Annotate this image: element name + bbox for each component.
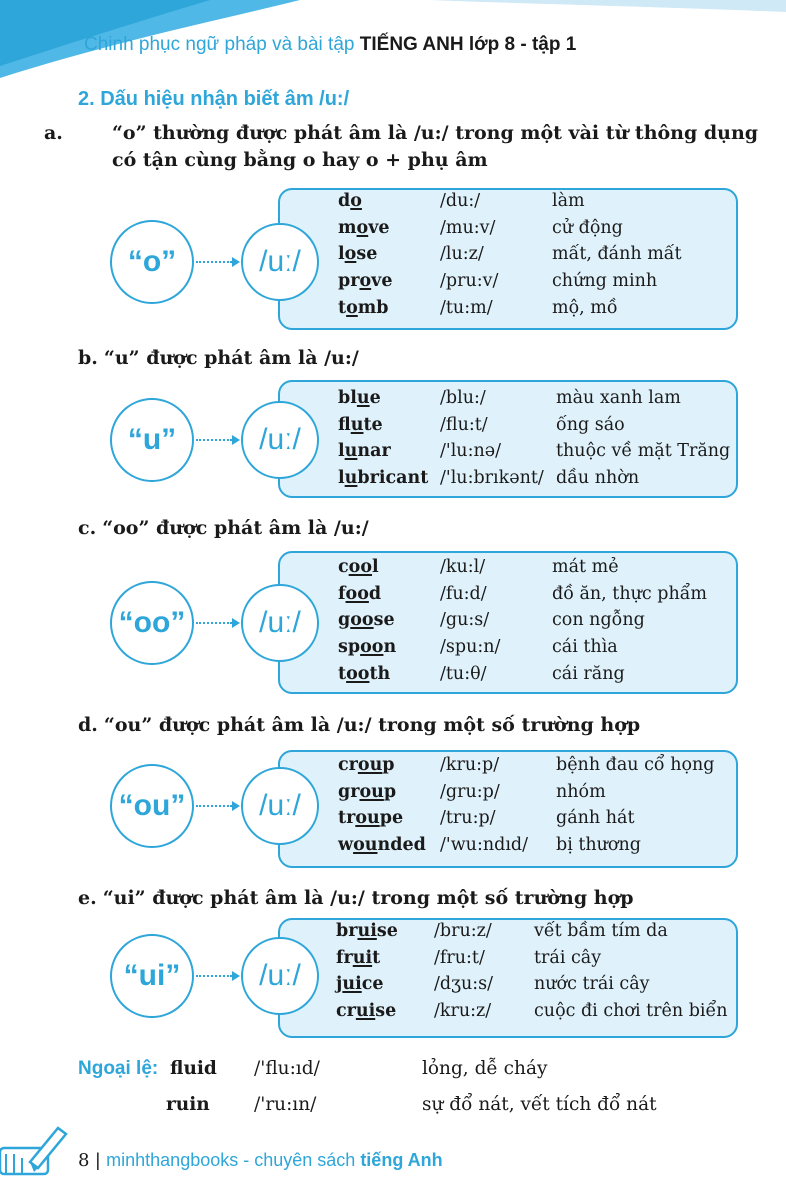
- exception-meaning: lỏng, dễ cháy: [422, 1058, 548, 1079]
- example-word: goose: [338, 610, 395, 631]
- example-word: lubricant: [338, 468, 429, 489]
- highlighted-letters: u: [356, 388, 370, 408]
- word-meaning: nước trái cây: [534, 974, 650, 995]
- word-meaning: bị thương: [556, 835, 641, 856]
- ipa-transcription: /dʒu:s/: [434, 974, 494, 995]
- word-meaning: thuộc về mặt Trăng: [556, 441, 731, 462]
- word-row: [0, 584, 786, 611]
- word-row: [0, 782, 786, 809]
- example-word: move: [338, 217, 390, 238]
- word-meaning: chứng minh: [552, 271, 658, 292]
- example-word: lunar: [338, 441, 391, 462]
- sound-circle: /uː/: [241, 223, 319, 301]
- ipa-transcription: /'wu:ndıd/: [440, 835, 529, 856]
- sound-circle: /uː/: [241, 584, 319, 662]
- word-meaning: mộ, mồ: [552, 297, 618, 318]
- sound-circle: /uː/: [241, 767, 319, 845]
- example-word: croup: [338, 755, 395, 775]
- example-word: prove: [338, 271, 393, 292]
- word-row: [0, 835, 786, 862]
- exception-word: fluid: [170, 1058, 217, 1079]
- example-word: juice: [336, 974, 384, 995]
- rule-marker: a.: [44, 122, 63, 144]
- spelling-circle: “ui”: [110, 934, 194, 1018]
- word-meaning: dầu nhờn: [556, 468, 640, 489]
- rule-marker: e.: [78, 887, 97, 909]
- ipa-transcription: /gu:s/: [440, 610, 490, 631]
- example-word: group: [338, 781, 397, 802]
- rule-c: [78, 515, 778, 542]
- word-meaning: cái răng: [552, 663, 625, 684]
- highlighted-letters: oo: [345, 583, 369, 604]
- ipa-transcription: /flu:t/: [440, 414, 488, 435]
- word-row: [0, 244, 786, 271]
- example-word: do: [338, 191, 362, 211]
- word-row: [0, 1001, 786, 1028]
- footer-brand-bold: tiếng Anh: [360, 1150, 443, 1170]
- spelling-circle: “ou”: [110, 764, 194, 848]
- example-word: tomb: [338, 297, 389, 318]
- book-title: Chinh phục ngữ pháp và bài tập TIẾNG ANH lớp 8 - tập 1: [84, 34, 577, 55]
- word-meaning: mất, đánh mất: [552, 244, 682, 265]
- word-meaning: làm: [552, 191, 585, 211]
- word-row: [0, 664, 786, 691]
- ipa-transcription: /kru:z/: [434, 1001, 492, 1022]
- rule-text: “o” thường được phát âm là /u:/ trong một vài từ thông dụng có tận cùng bằng o hay o + phụ âm: [112, 122, 759, 171]
- word-meaning: cuộc đi chơi trên biển: [534, 1001, 728, 1022]
- word-row: [0, 468, 786, 495]
- highlighted-letters: u: [344, 441, 358, 462]
- rule-a: [44, 120, 778, 174]
- highlighted-letters: oo: [346, 663, 370, 684]
- word-meaning: cái thìa: [552, 637, 618, 658]
- example-word: lose: [338, 244, 378, 265]
- ipa-transcription: /fu:d/: [440, 583, 487, 604]
- example-word: bruise: [336, 921, 398, 941]
- footer: 8 | minhthangbooks - chuyên sách tiếng Anh: [78, 1150, 443, 1171]
- spelling-circle: “oo”: [110, 581, 194, 665]
- footer-brand: minhthangbooks - chuyên sách: [106, 1150, 356, 1170]
- word-meaning: nhóm: [556, 781, 606, 802]
- spelling-circle: “o”: [110, 220, 194, 304]
- word-meaning: gánh hát: [556, 808, 635, 829]
- highlighted-letters: ou: [357, 755, 383, 775]
- word-row: [0, 218, 786, 245]
- word-row: [0, 441, 786, 468]
- example-word: cruise: [336, 1001, 397, 1022]
- word-meaning: ống sáo: [556, 414, 625, 435]
- section-heading: 2. Dấu hiệu nhận biết âm /u:/: [78, 88, 350, 110]
- word-meaning: đồ ăn, thực phẩm: [552, 583, 708, 604]
- ipa-transcription: /lu:z/: [440, 244, 484, 265]
- ipa-transcription: /bru:z/: [434, 921, 492, 941]
- highlighted-letters: ou: [355, 808, 380, 829]
- highlighted-letters: ui: [342, 974, 362, 995]
- ipa-transcription: /tru:p/: [440, 808, 496, 829]
- example-word: fruit: [336, 947, 381, 968]
- highlighted-letters: u: [344, 468, 358, 489]
- word-row: [0, 755, 786, 782]
- word-row: [0, 808, 786, 835]
- word-row: [0, 974, 786, 1001]
- pen-writing-icon: [0, 1118, 70, 1182]
- page-number: 8: [78, 1150, 90, 1171]
- highlighted-letters: oo: [348, 557, 373, 577]
- spelling-circle: “u”: [110, 398, 194, 482]
- word-row: [0, 388, 786, 415]
- word-row: [0, 610, 786, 637]
- word-meaning: vết bầm tím da: [534, 921, 668, 941]
- rule-marker: b.: [78, 347, 98, 369]
- ipa-transcription: /blu:/: [440, 388, 486, 408]
- word-row: [0, 921, 786, 948]
- highlighted-letters: o: [359, 271, 372, 292]
- highlighted-letters: ui: [357, 921, 377, 941]
- highlighted-letters: ui: [352, 947, 373, 968]
- highlighted-letters: ui: [355, 1001, 376, 1022]
- rule-d: [78, 712, 778, 739]
- rule-e: [78, 885, 778, 912]
- word-row: [0, 637, 786, 664]
- rule-b: [78, 345, 778, 372]
- example-word: blue: [338, 388, 381, 408]
- rule-text: “oo” được phát âm là /u:/: [102, 517, 369, 539]
- ipa-transcription: /spu:n/: [440, 637, 501, 658]
- ipa-transcription: /'lu:nə/: [440, 441, 501, 462]
- highlighted-letters: ou: [353, 835, 378, 856]
- rule-marker: d.: [78, 714, 98, 736]
- exception-ipa: /'ru:ın/: [254, 1094, 317, 1115]
- highlighted-letters: oo: [350, 610, 374, 631]
- exceptions-label: Ngoại lệ:: [78, 1058, 159, 1079]
- word-meaning: bệnh đau cổ họng: [556, 755, 715, 775]
- example-word: flute: [338, 414, 383, 435]
- ipa-transcription: /gru:p/: [440, 781, 500, 802]
- rule-text: “u” được phát âm là /u:/: [103, 347, 359, 369]
- highlighted-letters: o: [350, 191, 362, 211]
- word-meaning: mát mẻ: [552, 557, 619, 577]
- word-meaning: con ngỗng: [552, 610, 645, 631]
- rule-text: “ui” được phát âm là /u:/ trong một số trường hợp: [102, 887, 634, 909]
- example-word: cool: [338, 557, 379, 577]
- example-word: spoon: [338, 637, 397, 658]
- highlighted-letters: u: [350, 414, 364, 435]
- word-meaning: cử động: [552, 217, 623, 238]
- ipa-transcription: /'lu:brıkənt/: [440, 468, 544, 489]
- highlighted-letters: ou: [359, 781, 384, 802]
- ipa-transcription: /tu:m/: [440, 297, 493, 318]
- exception-meaning: sự đổ nát, vết tích đổ nát: [422, 1094, 657, 1115]
- word-row: [0, 948, 786, 975]
- example-word: tooth: [338, 663, 391, 684]
- word-row: [0, 298, 786, 325]
- highlighted-letters: oo: [360, 637, 384, 658]
- highlighted-letters: o: [344, 244, 357, 265]
- sound-circle: /uː/: [241, 401, 319, 479]
- example-word: food: [338, 583, 382, 604]
- word-row: [0, 191, 786, 218]
- sound-circle: /uː/: [241, 937, 319, 1015]
- exception-ipa: /'flu:ıd/: [254, 1058, 320, 1079]
- highlighted-letters: o: [356, 217, 369, 238]
- highlighted-letters: o: [346, 297, 358, 318]
- rule-marker: c.: [78, 517, 97, 539]
- ipa-transcription: /du:/: [440, 191, 481, 211]
- page-header: [0, 0, 786, 80]
- ipa-transcription: /ku:l/: [440, 557, 486, 577]
- word-row: [0, 557, 786, 584]
- ipa-transcription: /pru:v/: [440, 271, 499, 292]
- exception-word: ruin: [166, 1094, 210, 1115]
- example-word: troupe: [338, 808, 404, 829]
- example-word: wounded: [338, 835, 426, 856]
- word-meaning: trái cây: [534, 947, 602, 968]
- rule-text: “ou” được phát âm là /u:/ trong một số trường hợp: [103, 714, 641, 736]
- ipa-transcription: /kru:p/: [440, 755, 500, 775]
- ipa-transcription: /mu:v/: [440, 217, 496, 238]
- word-meaning: màu xanh lam: [556, 388, 681, 408]
- ipa-transcription: /tu:θ/: [440, 663, 487, 684]
- word-row: [0, 415, 786, 442]
- ipa-transcription: /fru:t/: [434, 947, 485, 968]
- word-row: [0, 271, 786, 298]
